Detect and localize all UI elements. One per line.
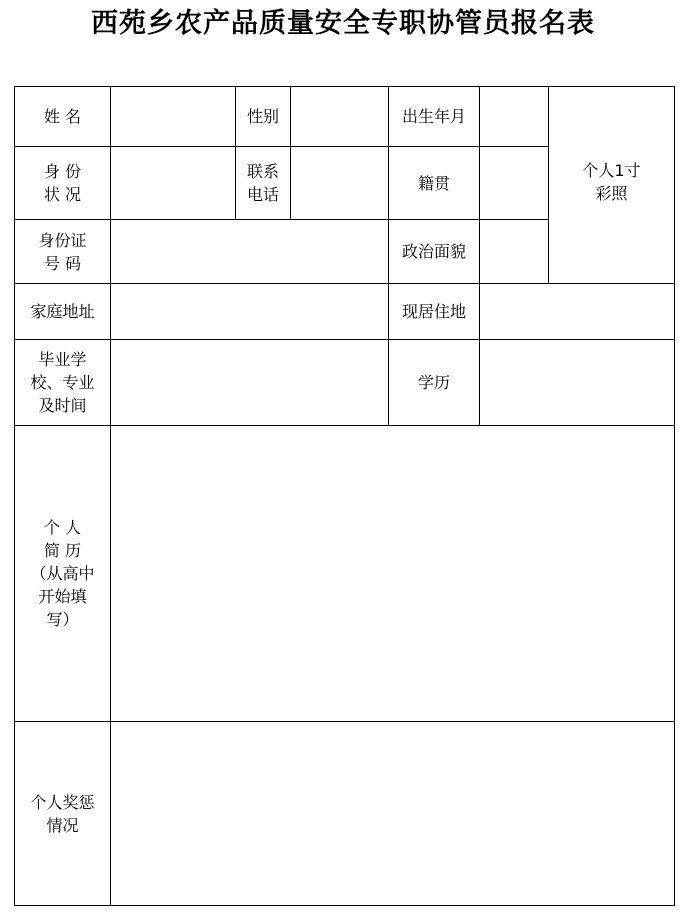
form-title: 西苑乡农产品质量安全专职协管员报名表 xyxy=(91,8,595,39)
political-field[interactable] xyxy=(480,220,549,284)
name-label: 姓 名 xyxy=(15,87,111,147)
gender-field[interactable] xyxy=(291,87,389,147)
birth-field[interactable] xyxy=(480,87,549,147)
education-label: 学历 xyxy=(389,340,480,426)
photo-box[interactable]: 个人1寸 彩照 xyxy=(549,87,675,284)
resume-field[interactable] xyxy=(111,426,675,722)
native-place-field[interactable] xyxy=(480,147,549,220)
phone-label: 联系 电话 xyxy=(236,147,291,220)
phone-field[interactable] xyxy=(291,147,389,220)
name-field[interactable] xyxy=(111,87,236,147)
awards-field[interactable] xyxy=(111,722,675,906)
current-address-label: 现居住地 xyxy=(389,284,480,340)
resume-label: 个 人 简 历 （从高中 开始填 写） xyxy=(15,426,111,722)
home-address-field[interactable] xyxy=(111,284,389,340)
id-number-label: 身份证 号 码 xyxy=(15,220,111,284)
school-label: 毕业学 校、专业 及时间 xyxy=(15,340,111,426)
political-label: 政治面貌 xyxy=(389,220,480,284)
registration-form-table xyxy=(14,86,675,906)
home-address-label: 家庭地址 xyxy=(15,284,111,340)
status-label: 身 份 状 况 xyxy=(15,147,111,220)
current-address-field[interactable] xyxy=(480,284,675,340)
id-number-field[interactable] xyxy=(111,220,389,284)
status-field[interactable] xyxy=(111,147,236,220)
gender-label: 性别 xyxy=(236,87,291,147)
birth-label: 出生年月 xyxy=(389,87,480,147)
education-field[interactable] xyxy=(480,340,675,426)
native-place-label: 籍贯 xyxy=(389,147,480,220)
awards-label: 个人奖惩 情况 xyxy=(15,722,111,906)
school-field[interactable] xyxy=(111,340,389,426)
